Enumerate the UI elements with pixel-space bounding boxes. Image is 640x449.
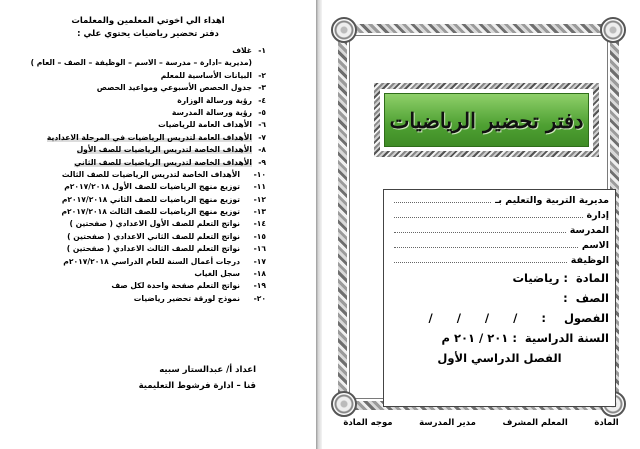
toc-item-number: ١٩- [253, 281, 266, 291]
dedication [38, 15, 258, 41]
toc-item-number: ١٠- [253, 169, 266, 179]
toc-item-number: ٩- [258, 157, 266, 167]
toc-item-text: رؤية ورسالة المدرسة [171, 107, 252, 117]
decorative-frame [338, 24, 619, 410]
toc-item [4, 195, 266, 207]
toc-item-text: الأهداف الخاصة لتدريس الرياضيات للصف الثاني [74, 157, 252, 167]
toc-item-number: ٢- [258, 70, 266, 80]
cover-title: دفتر تحضير الرياضيات [389, 107, 584, 133]
toc-item [4, 244, 266, 256]
toc-item-number: ٨- [258, 145, 266, 155]
toc-item-number: ١٢- [253, 194, 266, 204]
toc-item-text: الأهداف الخاصة لتدريس الرياضيات للصف الأول [76, 145, 252, 155]
signature-principal: مدير المدرسة [419, 418, 476, 428]
toc-item [4, 158, 266, 170]
toc-item-text: الأهداف الخاصة لتدريس الرياضيات للصف الثالث [61, 169, 240, 179]
toc-item-number: ١٤- [253, 219, 266, 229]
term-line: الفصل الدراسي الأول [437, 351, 562, 365]
toc-item-number: ١٥- [253, 231, 266, 241]
toc-item-number: ٤- [258, 95, 266, 105]
right-page [322, 0, 640, 449]
toc-item-number: ٦- [258, 120, 266, 130]
toc-item [4, 294, 266, 306]
signature-row [322, 418, 640, 428]
toc-item-number: ١٣- [253, 207, 266, 217]
signature-supervisor: المعلم المشرف [502, 418, 568, 428]
toc-item-text: الأهداف العامة لتدريس الرياضيات في المرحلة الاعدادية [46, 132, 252, 142]
toc-item [4, 269, 266, 281]
name-line: الاسم [390, 238, 609, 253]
toc-item-number: ١١- [253, 182, 266, 192]
toc-item-text: البيانات الأساسية للمعلم [160, 70, 252, 80]
toc-item-text: الأهداف العامة للرياضيات [158, 120, 252, 130]
toc-item-number: ١٨- [253, 269, 266, 279]
school-line: المدرسة [390, 223, 609, 238]
toc-item-number: ٢٠- [253, 293, 266, 303]
toc-item [4, 207, 266, 219]
title-banner [374, 83, 599, 157]
dedication-line: دفتر تحضير رياضيات يحتوي علي : [77, 29, 219, 39]
toc-item [4, 96, 266, 108]
left-page [0, 0, 316, 449]
toc-item-number: ١٧- [253, 256, 266, 266]
toc-item [4, 133, 266, 145]
toc-item-number: ٧- [258, 132, 266, 142]
frame-corner-ornament [331, 391, 357, 417]
administration-line: إدارة [390, 208, 609, 223]
toc-item-number: ٥- [258, 107, 266, 117]
toc-item-text: رؤية ورسالة الوزارة [177, 95, 252, 105]
grade-line: الصف : [563, 291, 609, 305]
frame-corner-ornament [600, 17, 626, 43]
toc-item [4, 71, 266, 83]
author-location: قنا – ادارة فرشوط التعليمية [138, 381, 256, 391]
job-line: الوظيفة [390, 253, 609, 268]
author-block [56, 362, 256, 394]
toc-item-text: نواتج التعلم للصف الثالث الاعدادي ( صفحتين ) [66, 244, 240, 254]
toc-item [4, 83, 266, 95]
toc-item-text: نموذج لورقة تحضير رياضيات [133, 293, 240, 303]
toc-item [4, 170, 266, 182]
toc-item [4, 58, 266, 70]
toc-item-text: (مديرية –ادارة – مدرسة – الاسم – الوظيفة – الصف – العام ) [30, 58, 252, 68]
toc-item-text: سجل الغياب [194, 269, 240, 279]
subject-line: المادة : رياضيات [512, 271, 609, 285]
toc-item [4, 120, 266, 132]
year-line: السنة الدراسية : ٢٠١ / ٢٠١ م [441, 331, 609, 345]
author-name: اعداد أ/ عبدالستار سبيه [159, 365, 256, 375]
toc-item-number: ١- [258, 46, 266, 55]
directorate-line: مديرية التربية والتعليم بـ [390, 193, 609, 208]
info-box [383, 189, 616, 407]
toc-item-text: غلاف [232, 46, 252, 55]
toc-item [4, 281, 266, 293]
toc-item-text: نواتج التعلم للصف الأول الاعدادي ( صفحتين ) [69, 219, 240, 229]
toc-item-number: ٣- [258, 83, 266, 93]
toc-item-text: توزيع منهج الرياضيات للصف الثالث ٢٠١٧/٢٠١٨م [61, 207, 240, 217]
frame-corner-ornament [331, 17, 357, 43]
toc-item [4, 182, 266, 194]
toc-item [4, 257, 266, 269]
toc-item [4, 108, 266, 120]
table-of-contents [4, 46, 266, 306]
signature-subject: المادة [594, 418, 619, 428]
toc-item [4, 219, 266, 231]
toc-item-text: توزيع منهج الرياضيات للصف الأول ٢٠١٧/٢٠١٨م [64, 182, 240, 192]
toc-item-text: نواتج التعلم صفحة واحدة لكل صف [111, 281, 240, 291]
toc-item-number: ١٦- [253, 244, 266, 254]
toc-item-text: جدول الحصص الأسبوعي ومواعيد الحصص [96, 83, 252, 93]
dedication-line: اهداء الي اخوتي المعلمين والمعلمات [71, 16, 225, 26]
classes-line: الفصول : / / / / [428, 311, 609, 325]
toc-item-text: توزيع منهج الرياضيات للصف الثاني ٢٠١٧/٢٠١٨م [61, 194, 240, 204]
toc-item [4, 145, 266, 157]
toc-item-text: درجات أعمال السنة للعام الدراسي ٢٠١٧/٢٠١٨م [63, 256, 240, 266]
toc-item [4, 232, 266, 244]
signature-inspector: موجه المادة [343, 418, 393, 428]
toc-item [4, 46, 266, 58]
toc-item-text: نواتج التعلم للصف الثاني الاعدادي ( صفحتين ) [67, 231, 240, 241]
